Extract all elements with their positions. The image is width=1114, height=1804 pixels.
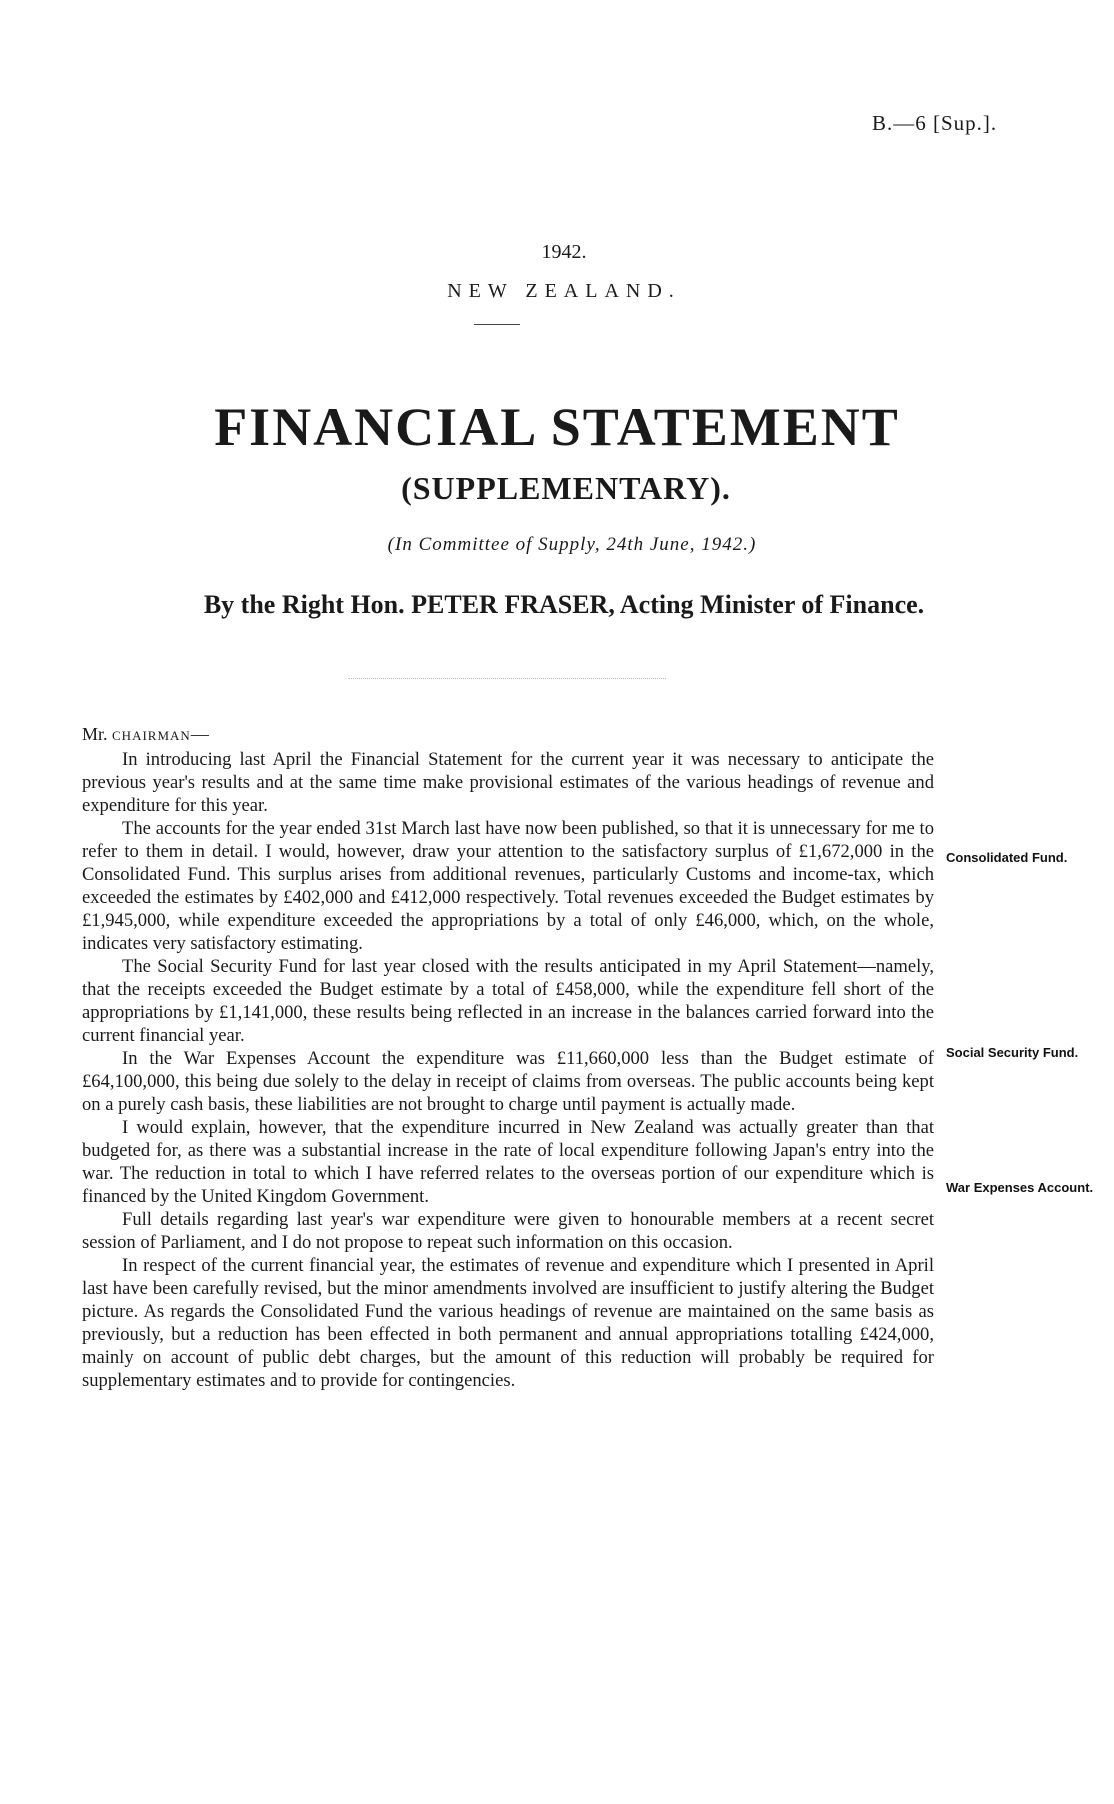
paragraph-social-security-fund: The Social Security Fund for last year closed with the results anticipated in my April Statement—namely, that the receipts exceeded the Budget estimate by a total of £458,000, while the expenditure fell short of the appropriations by £1,141,000, these results being reflected in an increase in the balances carried forward into the current financial year. [82, 956, 934, 1046]
salutation [82, 724, 209, 745]
short-divider [474, 324, 520, 325]
sub-title: (SUPPLEMENTARY). [401, 470, 731, 506]
author-line: By the Right Hon. PETER FRASER, Acting Minister of Finance. [203, 590, 925, 619]
paragraph-current-year: In respect of the current financial year, the estimates of revenue and expenditure which I presented in April last have been carefully revised, but the minor amendments involved are insufficient to justify altering the Budget picture. As regards the Consolidated Fund the various headings of revenue are maintained on the same basis as previously, but a reduction has been effected in both permanent and annual appropriations totalling £424,000, mainly on account of public debt charges, but the amount of this reduction will probably be required for supplementary estimates and to provide for contingencies. [82, 1255, 934, 1391]
document-year: 1942. [541, 241, 587, 263]
paragraph-consolidated-fund: The accounts for the year ended 31st March last have now been published, so that it is unnecessary for me to refer to them in detail. I would, however, draw your attention to the satisfactory surplus of £1,672,000 in the Consolidated Fund. This surplus arises from additional revenues, particularly Customs and income-tax, which exceeded the estimates by £402,000 and £412,000 respectively. Total revenues exceeded the Budget estimates by £1,945,000, while expenditure exceeded the appropriations by a total of only £46,000, which, on the whole, indicates very satisfactory estimating. [82, 818, 934, 954]
salutation-name: CHAIRMAN [112, 728, 191, 743]
long-divider [348, 678, 666, 679]
occasion-line: (In Committee of Supply, 24th June, 1942.) [387, 534, 757, 555]
paragraph-introduction: In introducing last April the Financial Statement for the current year it was necessary to anticipate the previous year's results and at the same time make provisional estimates of the various headings of revenue and expenditure for this year. [82, 749, 934, 816]
margin-note-social-security-fund: Social Security Fund. [946, 1045, 1079, 1060]
document-reference: B.—6 [Sup.]. [872, 111, 998, 135]
main-title: FINANCIAL STATEMENT [214, 397, 900, 457]
salutation-suffix: — [190, 724, 209, 744]
salutation-prefix: Mr. [82, 724, 113, 744]
margin-note-war-expenses-account: War Expenses Account. [946, 1180, 1094, 1195]
country-heading: NEW ZEALAND. [447, 280, 681, 302]
paragraph-local-expenditure: I would explain, however, that the expenditure incurred in New Zealand was actually greater than that budgeted for, as there was a substantial increase in the rate of local expenditure following Japan's entry into the war. The reduction in total to which I have referred relates to the overseas portion of our expenditure which is financed by the United Kingdom Government. [82, 1117, 934, 1207]
margin-note-consolidated-fund: Consolidated Fund. [946, 850, 1068, 865]
paragraph-war-expenses: In the War Expenses Account the expenditure was £11,660,000 less than the Budget estimate of £64,100,000, this being due solely to the delay in receipt of claims from overseas. The public accounts being kept on a purely cash basis, these liabilities are not brought to charge until payment is actually made. [82, 1048, 934, 1115]
paragraph-war-details: Full details regarding last year's war expenditure were given to honourable members at a recent secret session of Parliament, and I do not propose to repeat such information on this occasion. [82, 1209, 934, 1253]
statement-body [82, 748, 934, 1392]
